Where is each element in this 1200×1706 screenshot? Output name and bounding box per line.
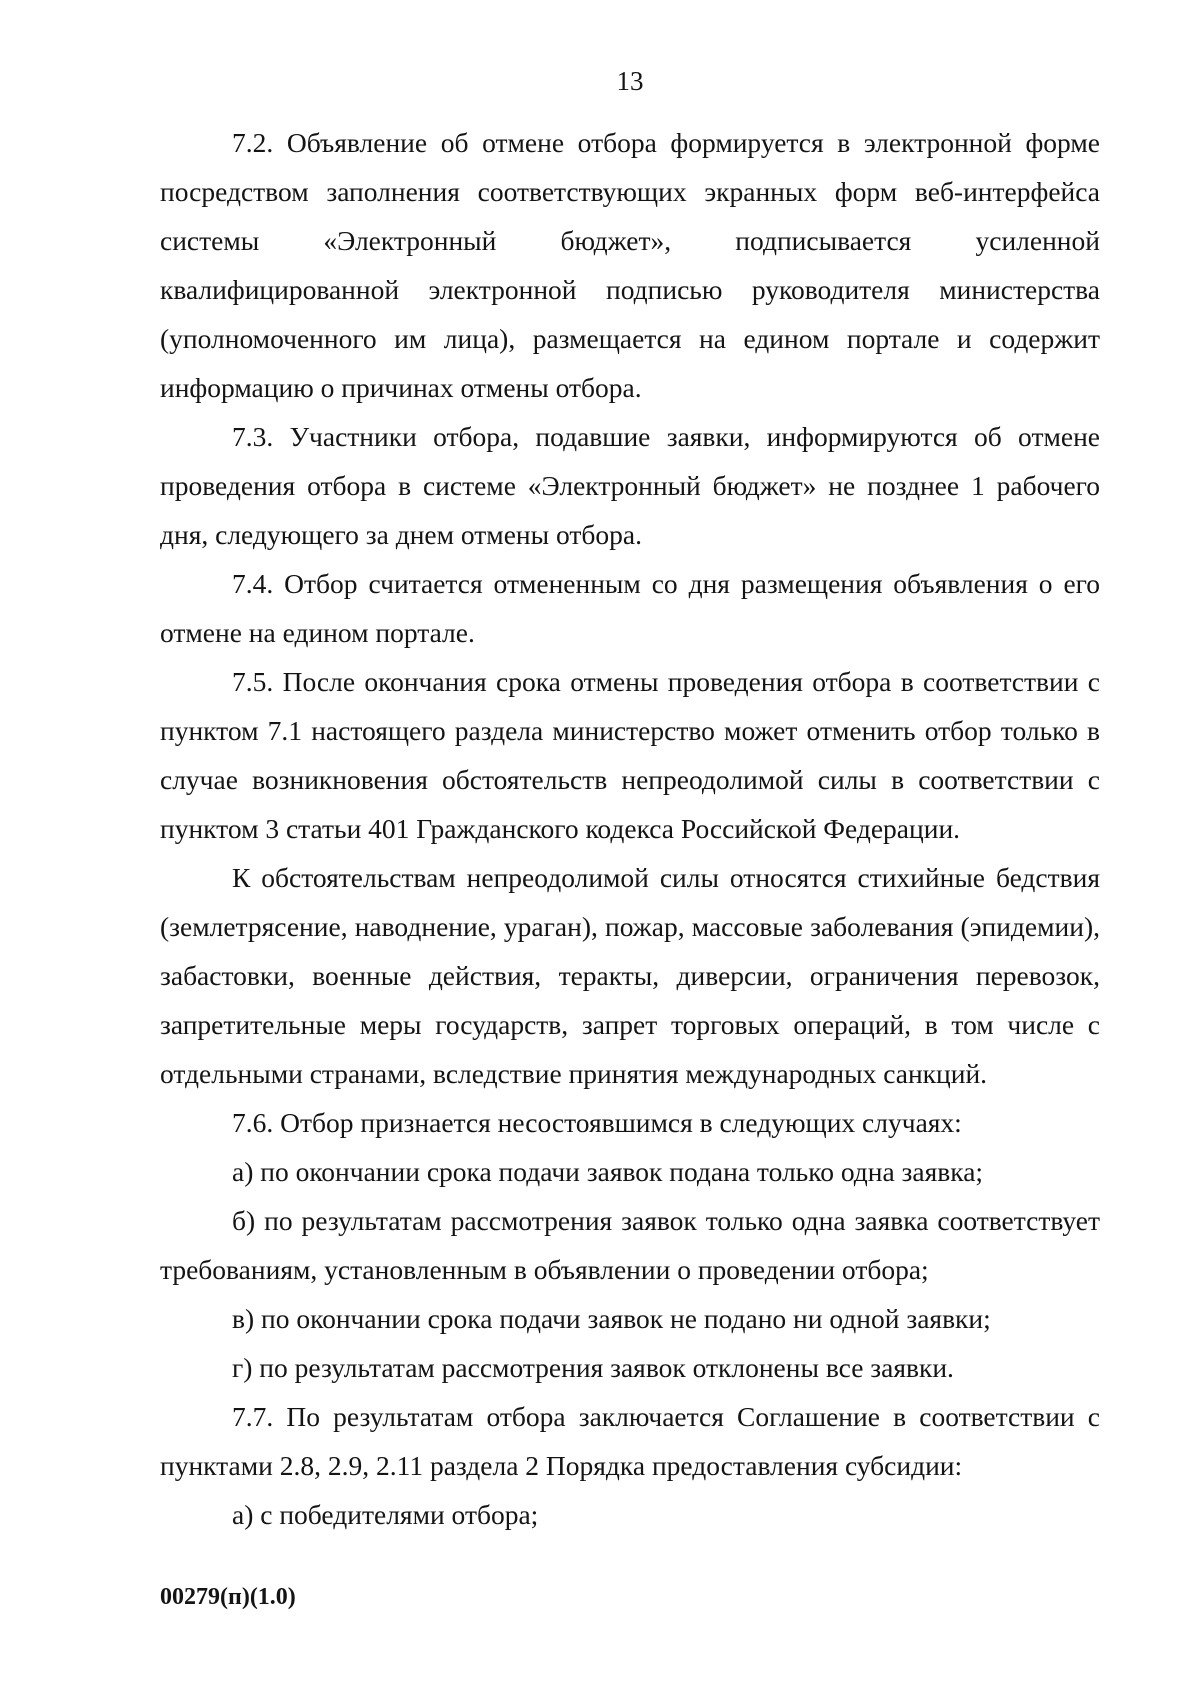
- paragraph-7-3: 7.3. Участники отбора, подавшие заявки, информируются об отмене проведения отбора в системе «Электронный бюджет» не позднее 1 рабочего дня, следующего за днем отмены отбора.: [160, 421, 1100, 550]
- paragraph-7-2: 7.2. Объявление об отмене отбора формируется в электронной форме посредством заполнения соответствующих экранных форм веб-интерфейса системы «Электронный бюджет», подписывается усиленной квалифицированной электронной подписью руководителя министерства (уполномоченного им лица), размещается на едином портале и содержит информацию о причинах отмены отбора.: [160, 127, 1100, 403]
- document-code: 00279(п)(1.0): [160, 1584, 296, 1610]
- list-item-a-winners: а) с победителями отбора;: [232, 1499, 539, 1530]
- page-number: 13: [616, 66, 644, 96]
- list-item-g: г) по результатам рассмотрения заявок отклонены все заявки.: [232, 1352, 954, 1383]
- paragraph-force-majeure: К обстоятельствам непреодолимой силы относятся стихийные бедствия (землетрясение, наводнение, ураган), пожар, массовые заболевания (эпидемии), забастовки, военные действия, теракты, диверсии, ограничения перевозок, запретительные меры государств, запрет торговых операций, в том числе с отдельными странами, вследствие принятия международных санкций.: [160, 862, 1100, 1089]
- document-body: [160, 118, 1100, 1539]
- list-item-b: б) по результатам рассмотрения заявок только одна заявка соответствует требованиям, установленным в объявлении о проведении отбора;: [160, 1205, 1100, 1285]
- paragraph-7-6: 7.6. Отбор признается несостоявшимся в следующих случаях:: [232, 1107, 962, 1138]
- paragraph-7-4: 7.4. Отбор считается отмененным со дня размещения объявления о его отмене на едином портале.: [160, 568, 1100, 648]
- paragraph-7-5: 7.5. После окончания срока отмены проведения отбора в соответствии с пунктом 7.1 настоящего раздела министерство может отменить отбор только в случае возникновения обстоятельств непреодолимой силы в соответствии с пунктом 3 статьи 401 Гражданского кодекса Российской Федерации.: [160, 666, 1100, 844]
- list-item-a: а) по окончании срока подачи заявок подана только одна заявка;: [232, 1156, 984, 1187]
- list-item-v: в) по окончании срока подачи заявок не подано ни одной заявки;: [232, 1303, 991, 1334]
- paragraph-7-7: 7.7. По результатам отбора заключается Соглашение в соответствии с пунктами 2.8, 2.9, 2.11 раздела 2 Порядка предоставления субсидии:: [160, 1401, 1100, 1481]
